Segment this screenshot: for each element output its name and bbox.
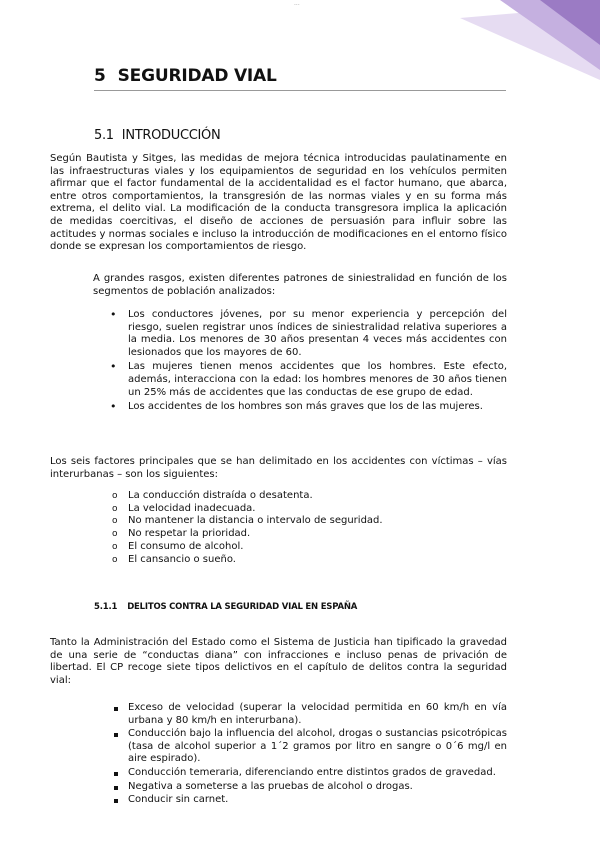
list-item: o No respetar la prioridad. <box>112 528 507 541</box>
list-item: Conducir sin carnet. <box>112 794 507 807</box>
chapter-heading <box>94 66 506 91</box>
section-number: 5.1 <box>94 128 114 143</box>
factors-list <box>112 490 507 566</box>
list-item: • Los accidentes de los hombres son más graves que los de las mujeres. <box>108 401 507 414</box>
chapter-number: 5 <box>94 66 106 86</box>
crimes-list <box>112 702 507 808</box>
factors-paragraph: Los seis factores principales que se han delimitado en los accidentes con víctimas – vías interurbanas – son los siguientes: <box>50 456 507 480</box>
chapter-title: SEGURIDAD VIAL <box>117 66 277 86</box>
list-item: Exceso de velocidad (superar la velocidad permitida en 60 km/h en vía urbana y 80 km/h en interurbana). <box>112 702 507 727</box>
list-item: o La velocidad inadecuada. <box>112 503 507 516</box>
crimes-paragraph: Tanto la Administración del Estado como el Sistema de Justicia han tipificado la gravedad de una serie de “conductas diana” con infracciones e incluso penas de privación de libertad. El CP recoge siete tipos delictivos en el capítulo de delitos contra la seguridad vial: <box>50 637 507 686</box>
list-item: • Las mujeres tienen menos accidentes que los hombres. Este efecto, además, interacciona con la edad: los hombres menores de 30 años tienen un 25% más de accidentes que las conductas de ese grupo de edad. <box>108 361 507 399</box>
subsection-number: 5.1.1 <box>94 602 118 612</box>
section-title: INTRODUCCIÓN <box>121 128 221 143</box>
patterns-list <box>108 309 507 416</box>
intro-paragraph: Según Bautista y Sitges, las medidas de mejora técnica introducidas paulatinamente en las infraestructuras viales y los equipamientos de seguridad en los vehículos permiten afirmar que el factor fundamental de la accidentalidad es el factor humano, que abarca, entre otros comportamientos, la transgresión de las normas viales y en su forma más extrema, el delito vial. La modificación de la conducta transgresora implica la aplicación de medidas coercitivas, el diseño de acciones de persuasión para influir sobre las actitudes y normas sociales e incluso la introducción de modificaciones en el entorno físico donde se expresan los comportamientos de riesgo. <box>50 153 507 253</box>
page-header-mark: ... <box>294 0 300 7</box>
subsection-title: DELITOS CONTRA LA SEGURIDAD VIAL EN ESPAÑA <box>127 602 358 612</box>
list-item: Conducción bajo la influencia del alcohol, drogas o sustancias psicotrópicas (tasa de alcohol superior a 1´2 gramos por litro en sangre o 0´6 mg/l en aire espirado). <box>112 728 507 766</box>
list-item: • Los conductores jóvenes, por su menor experiencia y percepción del riesgo, suelen registrar unos índices de siniestralidad relativa superiores a la media. Los menores de 30 años presentan 4 veces más accidentes con lesionados que los mayores de 60. <box>108 309 507 359</box>
subsection-heading <box>94 602 357 612</box>
patterns-paragraph: A grandes rasgos, existen diferentes patrones de siniestralidad en función de los segmentos de población analizados: <box>93 273 507 297</box>
list-item: o La conducción distraída o desatenta. <box>112 490 507 503</box>
section-heading <box>94 128 220 143</box>
list-item: o El consumo de alcohol. <box>112 541 507 554</box>
list-item: Conducción temeraria, diferenciando entre distintos grados de gravedad. <box>112 767 507 780</box>
list-item: o El cansancio o sueño. <box>112 554 507 567</box>
list-item: o No mantener la distancia o intervalo de seguridad. <box>112 515 507 528</box>
list-item: Negativa a someterse a las pruebas de alcohol o drogas. <box>112 781 507 794</box>
